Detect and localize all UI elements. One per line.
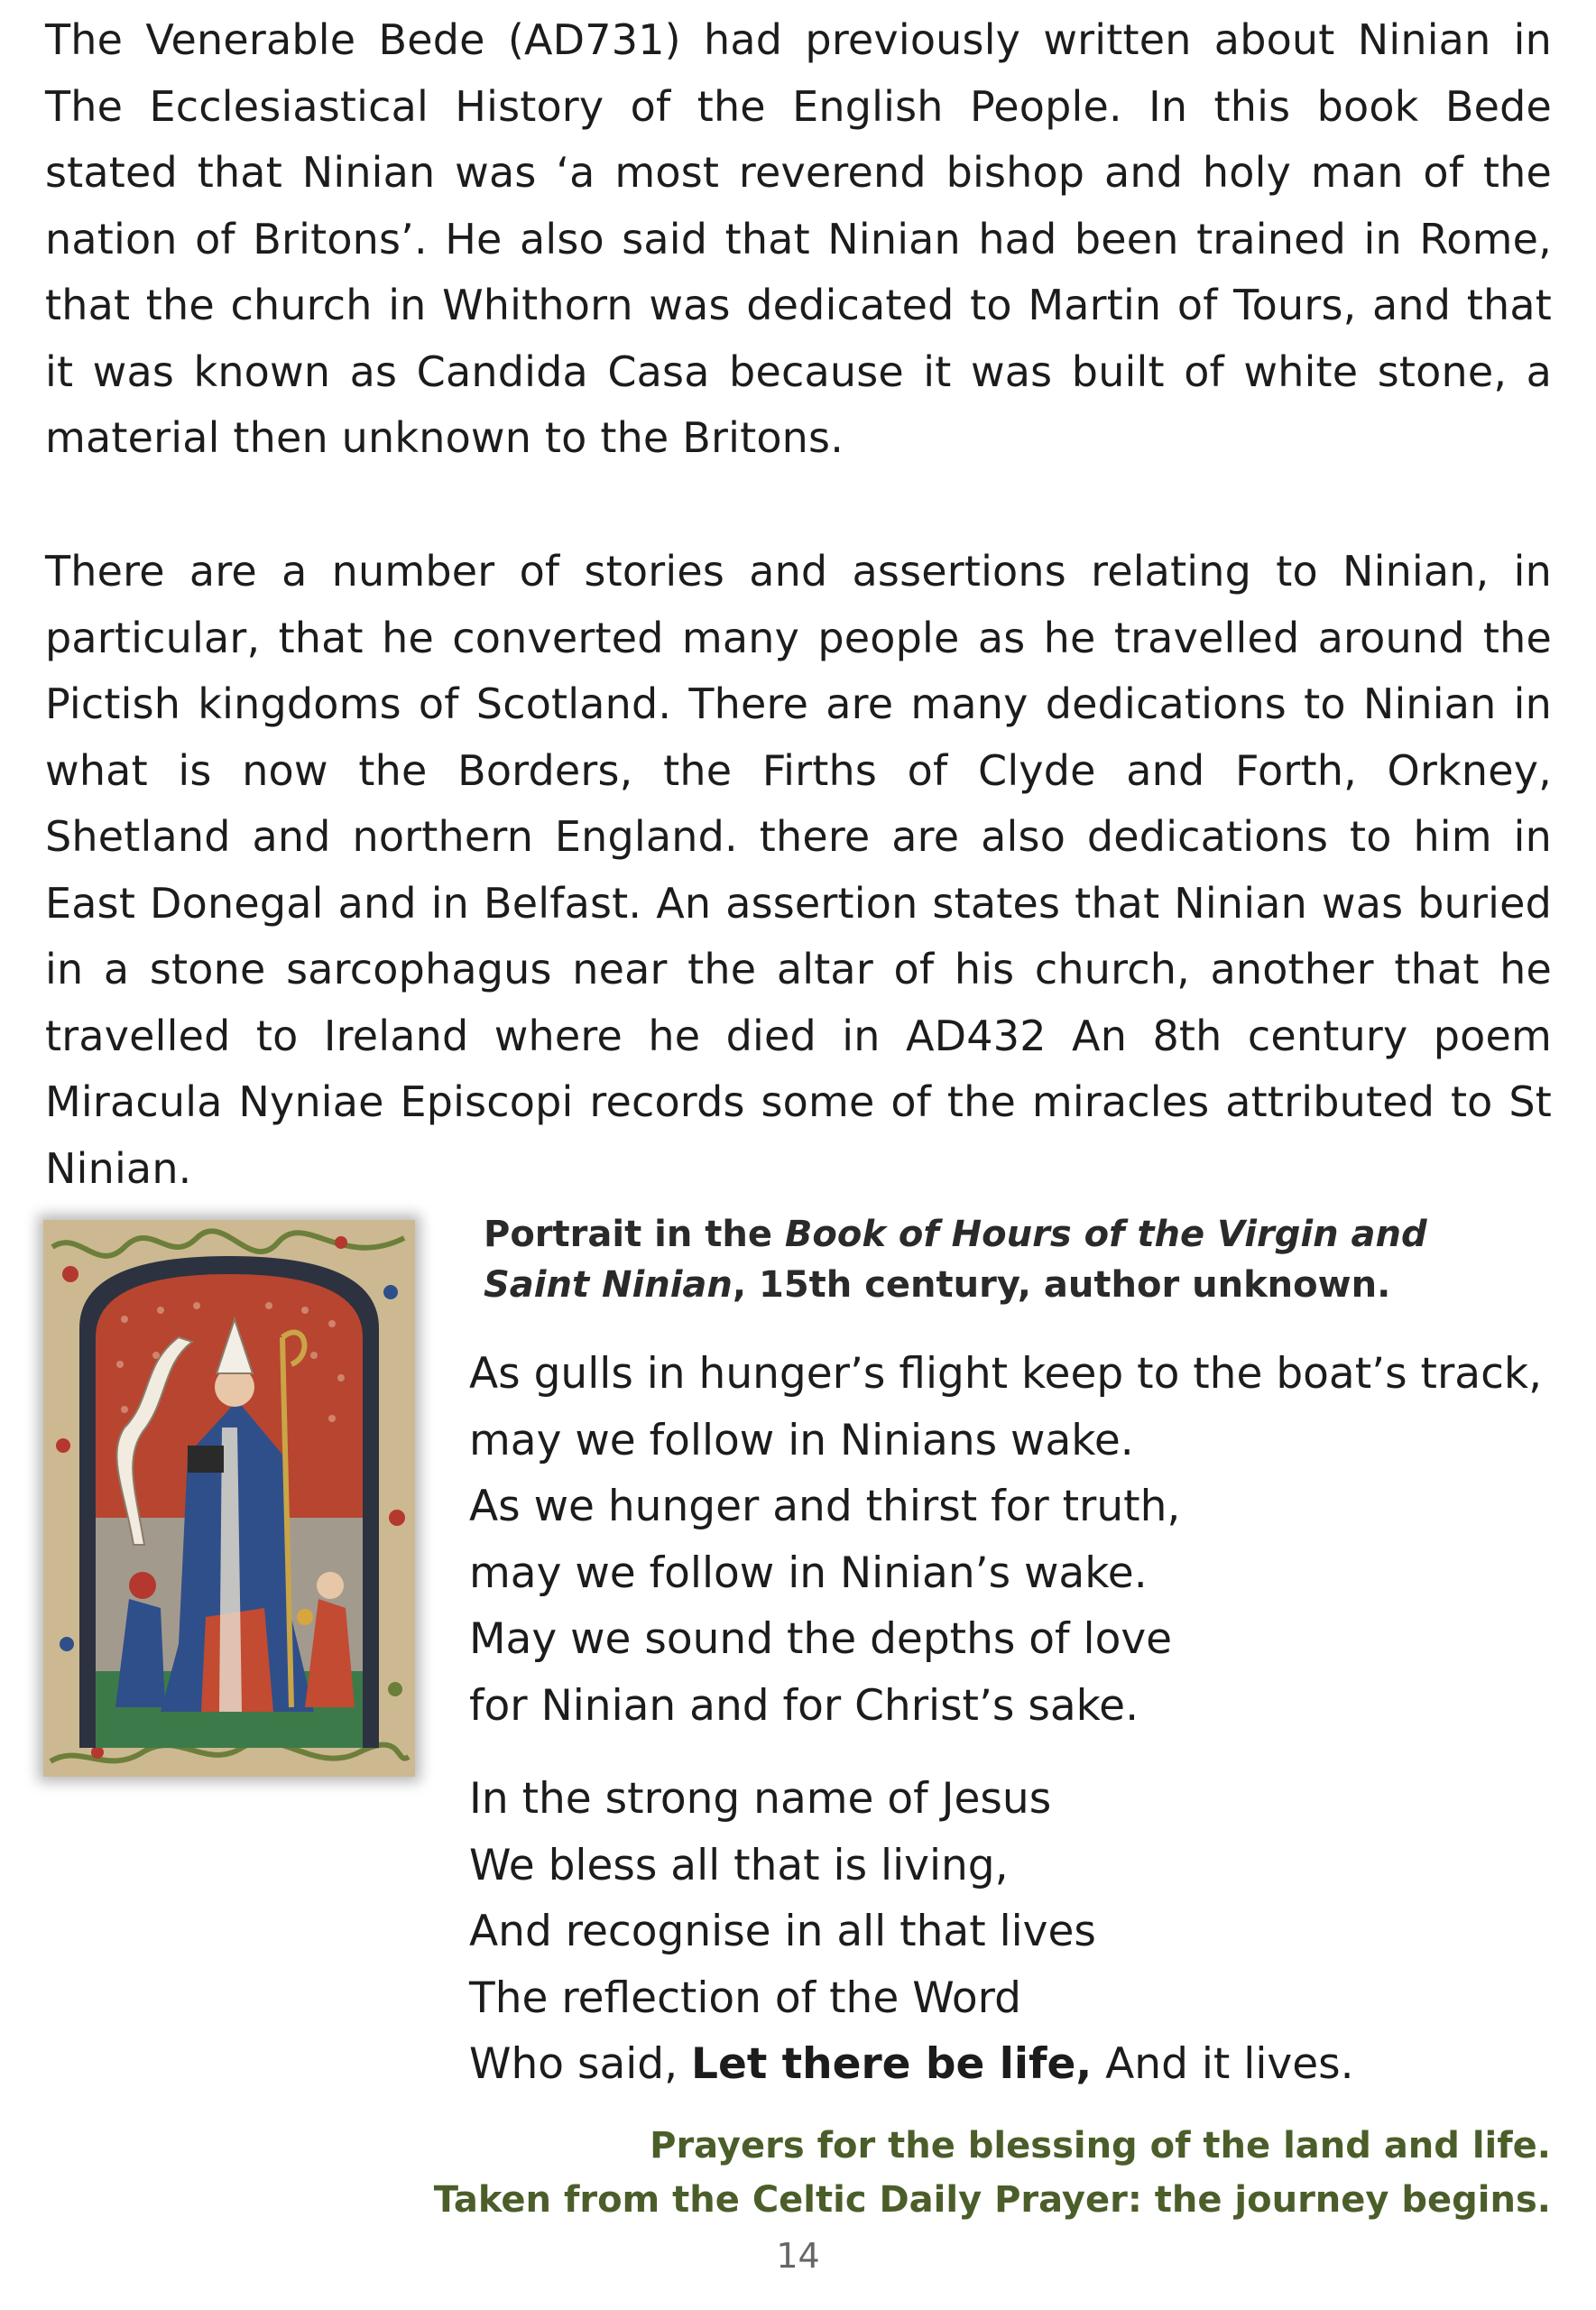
- caption-title: Book of Hours of the Virgin and Saint Ninian: [484, 1214, 1427, 1306]
- poem-line: As we hunger and thirst for truth,: [469, 1482, 1181, 1531]
- poem-stanza-1: [469, 1341, 1543, 1739]
- poem-last-line: [469, 2031, 1507, 2098]
- caption-suffix: , 15th century, author unknown.: [732, 1264, 1391, 1306]
- poem-line: may we follow in Ninians wake.: [469, 1415, 1134, 1465]
- poem-stanza-2: [469, 1766, 1507, 2098]
- paragraph-stories: There are a number of stories and assertions relating to Ninian, in particular, that he converted many people as he travelled around the Pictish kingdoms of Scotland. There are many dedications to Ninian in what is now the Borders, the Firths of Clyde and Forth, Orkney, Shetland and northern England. there are also dedications to him in East Donegal and in Belfast. An assertion states that Ninian was buried in a stone sarcophagus near the altar of his church, another that he travelled to Ireland where he died in AD432 An 8th century poem Miracula Nyniae Episcopi records some of the miracles attributed to St Ninian.: [45, 547, 1552, 1193]
- poem-line: In the strong name of Jesus: [469, 1774, 1052, 1824]
- attribution-line-2: Taken from the Celtic Daily Prayer: the journey begins.: [433, 2179, 1551, 2221]
- paragraph-bede: The Venerable Bede (AD731) had previously written about Ninian in The Ecclesiastical History of the English People. In this book Bede stated that Ninian was ‘a most reverend bishop and holy man of the nation of Britons’. He also said that Ninian had been trained in Rome, that the church in Whithorn was dedicated to Martin of Tours, and that it was known as Candida Casa because it was built of white stone, a material then unknown to the Britons.: [45, 15, 1552, 462]
- poem-line: The reflection of the Word: [469, 1973, 1022, 2023]
- portrait-caption: [484, 1209, 1476, 1310]
- attribution-line-1: Prayers for the blessing of the land and life.: [650, 2125, 1551, 2167]
- portrait-illumination-image: [43, 1220, 415, 1777]
- poem-emphasis: Let there be life,: [691, 2039, 1093, 2089]
- caption-prefix: Portrait in the: [484, 1214, 785, 1255]
- poem-line: We bless all that is living,: [469, 1840, 1009, 1890]
- poem-line: And recognise in all that lives: [469, 1907, 1096, 1956]
- poem-line: As gulls in hunger’s flight keep to the boat’s track,: [469, 1349, 1543, 1399]
- page-number: 14: [776, 2236, 820, 2276]
- poem-line: May we sound the depths of love: [469, 1614, 1173, 1664]
- poem-line: for Ninian and for Christ’s sake.: [469, 1680, 1139, 1731]
- poem-last-line-end: And it lives.: [1092, 2039, 1354, 2089]
- poem-last-line-start: Who said,: [469, 2039, 692, 2089]
- poem-line: may we follow in Ninian’s wake.: [469, 1548, 1148, 1598]
